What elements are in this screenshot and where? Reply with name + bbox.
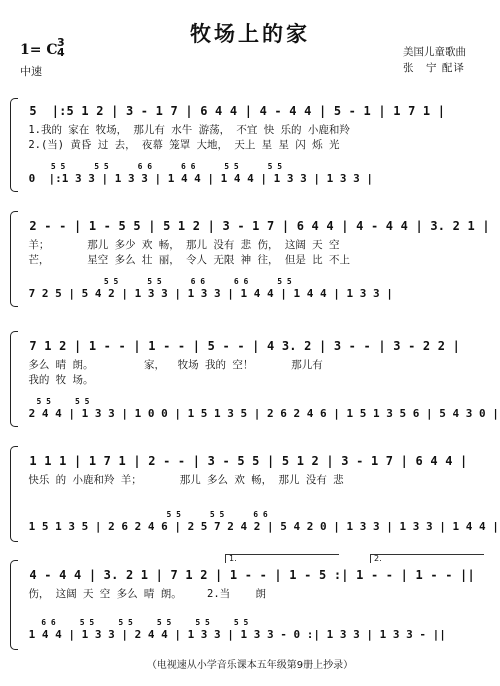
accompaniment-upper: 5 5 5 5 6 6 6 6 5 5 5 5 (22, 162, 283, 171)
melody-line: 5 |:5 1 2 | 3 - 1 7 | 6 4 4 | 4 - 4 4 | 5 - 1 | 1 7 1 | (22, 104, 446, 118)
system-brace (10, 211, 18, 307)
accompaniment-upper: 6 6 5 5 5 5 5 5 5 5 5 5 (22, 618, 249, 627)
lyrics-verse-2: 2.(当) 黄昏 过 去， 夜幕 笼罩 大地， 天上 星 星 闪 烁 光 (22, 139, 340, 151)
key-signature: 1= C (20, 42, 58, 58)
system-brace (10, 560, 18, 650)
lyrics-verse-2: 我的 牧 场。 (22, 374, 94, 386)
accompaniment-line: 1 4 4 | 1 3 3 | 2 4 4 | 1 3 3 | 1 3 3 - 0 :| 1 3 3 | 1 3 3 - || (22, 628, 446, 641)
system-brace (10, 331, 18, 427)
score-system-2 (0, 205, 500, 305)
system-brace (10, 446, 18, 542)
time-signature (57, 38, 65, 58)
volta-first-ending: 1. (225, 554, 339, 563)
composer-credit: 美国儿童歌曲 (403, 46, 466, 58)
score-system-3 (0, 325, 500, 425)
melody-line: 2 - - | 1 - 5 5 | 5 1 2 | 3 - 1 7 | 6 4 4 | 4 - 4 4 | 3. 2 1 | (22, 219, 490, 233)
lyrics-verse-1: 1.我的 家在 牧场， 那儿有 水牛 游荡， 不宜 快 乐的 小鹿和羚 (22, 124, 350, 136)
accompaniment-upper: 5 5 5 5 (22, 397, 90, 406)
volta-second-ending: 2. (370, 554, 484, 563)
accompaniment-line: 1 5 1 3 5 | 2 6 2 4 6 | 2 5 7 2 4 2 | 5 4 2 0 | 1 3 3 | 1 3 3 | 1 4 4 | (22, 520, 499, 533)
melody-line: 7 1 2 | 1 - - | 1 - - | 5 - - | 4 3. 2 | 3 - - | 3 - 2 2 | (22, 339, 461, 353)
lyrics-verse-1: 羊； 那儿 多少 欢 畅， 那儿 没有 悲 伤， 这阔 天 空 (22, 239, 340, 251)
accompaniment-line: 0 |:1 3 3 | 1 3 3 | 1 4 4 | 1 4 4 | 1 3 3 | 1 3 3 | (22, 172, 373, 185)
translator-credit: 张 宁 配译 (403, 62, 465, 74)
lyrics-verse-1: 多么 晴 朗。 家， 牧场 我的 空！ 那儿有 (22, 359, 323, 371)
meter-top: 3 (57, 36, 65, 49)
lyrics-verse-1: 快乐 的 小鹿和羚 羊； 那儿 多么 欢 畅， 那儿 没有 悲 (22, 474, 344, 486)
melody-line: 4 - 4 4 | 3. 2 1 | 7 1 2 | 1 - - | 1 - 5 :| 1 - - | 1 - - || (22, 568, 475, 582)
score-system-5 (0, 550, 500, 650)
score-system-1 (0, 90, 500, 190)
tempo-marking: 中速 (20, 65, 42, 78)
accompaniment-line: 2 4 4 | 1 3 3 | 1 0 0 | 1 5 1 3 5 | 2 6 2 4 6 | 1 5 1 3 5 6 | 5 4 3 0 | (22, 407, 499, 420)
system-brace (10, 98, 18, 192)
meter-bottom: 4 (57, 46, 65, 59)
page-title: 牧场上的家 (190, 21, 310, 46)
accompaniment-line: 7 2 5 | 5 4 2 | 1 3 3 | 1 3 3 | 1 4 4 | 1 4 4 | 1 3 3 | (22, 287, 393, 300)
source-footnote: （电视速从小学音乐课本五年级第9册上抄录） (146, 660, 354, 671)
lyrics-verse-2: 芒， 星空 多么 壮 丽， 令人 无限 神 往， 但是 比 不上 (22, 254, 350, 266)
lyrics-verse-1: 伤， 这阔 天 空 多么 晴 朗。 2.当 朗 (22, 588, 266, 600)
accompaniment-upper: 5 5 5 5 6 6 6 6 5 5 (22, 277, 292, 286)
accompaniment-upper: 5 5 5 5 6 6 (22, 510, 268, 519)
score-system-4 (0, 440, 500, 540)
melody-line: 1 1 1 | 1 7 1 | 2 - - | 3 - 5 5 | 5 1 2 | 3 - 1 7 | 6 4 4 | (22, 454, 468, 468)
